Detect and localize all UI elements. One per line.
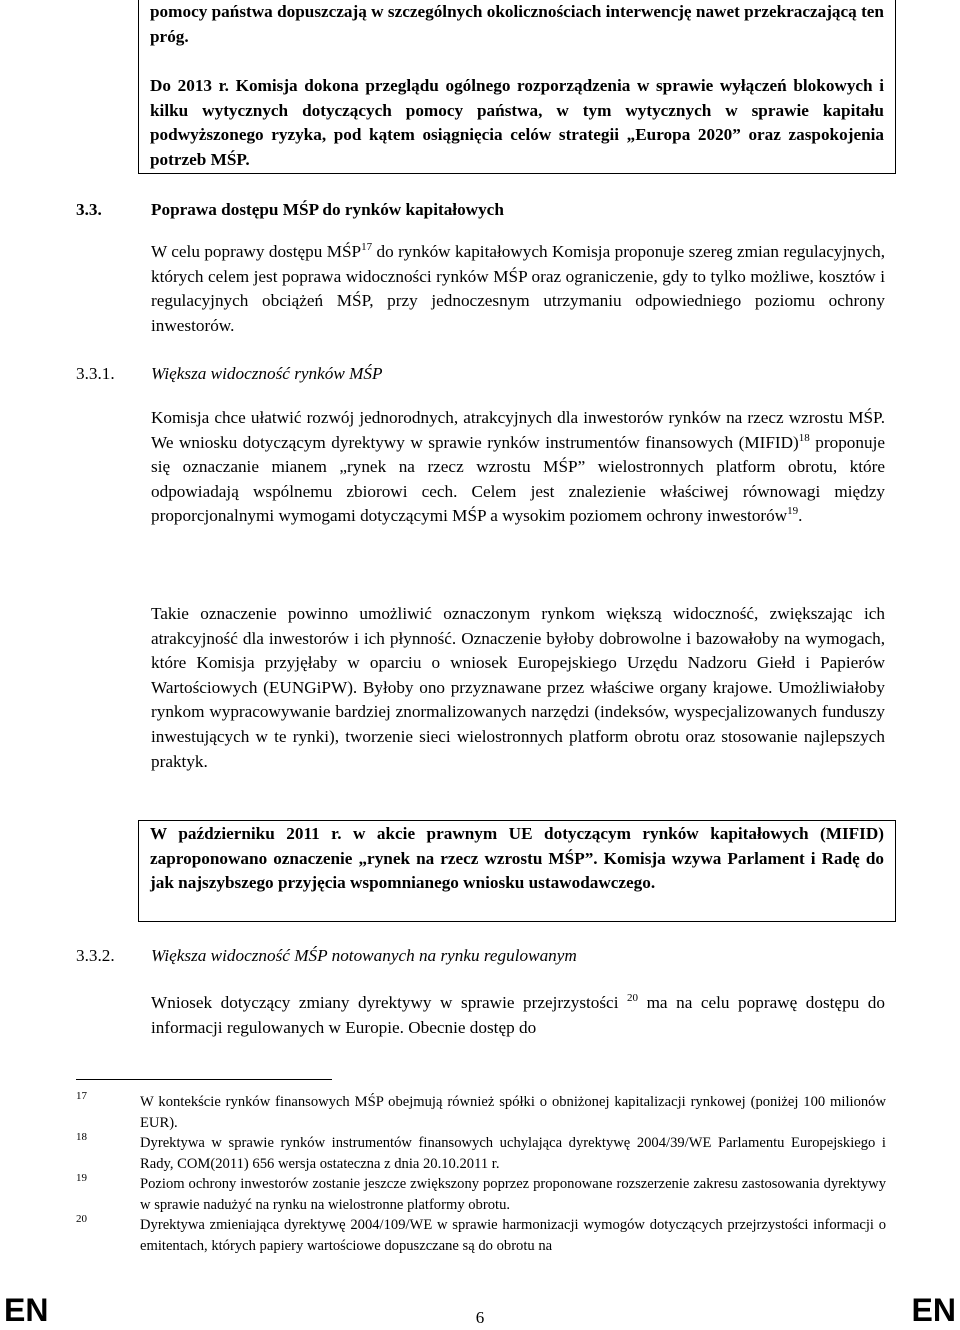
section-3-3-1-paragraph-2: Takie oznaczenie powinno umożliwić oznaczonym rynkom większą widoczność, zwiększając ich atrakcyjność dla inwestorów i ich płynność. Oznaczenie byłoby dobrowolne i bazowałoby na wymogach, które Komisja przyjęłaby w oparciu o wniosek Europejskiego Urzędu Nadzoru Giełd i Papierów Wartościowych (EUNGiPW). Byłoby ono przyznawane przez właściwe organy krajowe. Umożliwiałoby rynkom wypracowywanie bardziej znormalizowanych narzędzi (indeksów, wyspecjalizowanych funduszy inwestujących w te rynki), tworzenie sieci wielostronnych platform obrotu oraz stosowanie najlepszych praktyk. xyxy=(151,604,885,771)
highlight-box-mid xyxy=(138,820,896,922)
box-top-paragraph-1: pomocy państwa dopuszczają w szczególnych okolicznościach interwencję nawet przekraczającą ten próg. xyxy=(150,2,884,46)
footnote-number: 19 xyxy=(76,1172,87,1184)
footnote-number: 20 xyxy=(76,1213,87,1225)
page-number: 6 xyxy=(475,1308,485,1327)
box-top-paragraph-2: Do 2013 r. Komisja dokona przeglądu ogólnego rozporządzenia w sprawie wyłączeń blokowych i kilku wytycznych dotyczących pomocy państwa, w tym wytycznych w sprawie kapitału podwyższonego ryzyka, pod kątem osiągnięcia celów strategii „Europa 2020” oraz zaspokojenia potrzeb MŚP. xyxy=(150,76,884,169)
highlight-box-top xyxy=(138,0,896,174)
footer-language-code-left: EN xyxy=(4,1292,49,1328)
footer-language-code-right: EN xyxy=(911,1292,956,1328)
section-number: 3.3.1. xyxy=(76,364,115,383)
footnote-text: W kontekście rynków finansowych MŚP obejmują również spółki o obniżonej kapitalizacji rynkowej (poniżej 100 milionów EUR). xyxy=(140,1094,886,1131)
section-3-3-1-paragraph-1: Komisja chce ułatwić rozwój jednorodnych, atrakcyjnych dla inwestorów rynków na rzecz wzrostu MŚP. We wniosku dotyczącym dyrektywy w sprawie rynków instrumentów finansowych (MIFID)$^{18}$ proponuje się oznaczanie mianem „rynek na rzecz wzrostu MŚP” wielostronnych platform obrotu, które odpowiadają wspólnemu zbiorowi cech. Celem jest znalezienie właściwej równowagi między proporcjonalnymi wymogami dotyczącymi MŚP a wysokim poziomem ochrony inwestorów$^{19}$. xyxy=(151,408,885,526)
footnote-number: 18 xyxy=(76,1131,87,1143)
footnote-ref-18[interactable]: 18 xyxy=(798,431,810,444)
footnote-19 xyxy=(76,1174,886,1215)
footnote-17 xyxy=(76,1092,886,1133)
footnote-text: Poziom ochrony inwestorów zostanie jeszcze zwiększony poprzez proponowane rozszerzenie zakresu zastosowania dyrektywy w sprawie nadużyć na rynku na wielostronne platformy obrotu. xyxy=(140,1176,886,1213)
footnote-ref-17[interactable]: 17 xyxy=(361,241,373,253)
section-3-3-2-paragraph: Wniosek dotyczący zmiany dyrektywy w sprawie przejrzystości $^{20}$ ma na celu poprawę dostępu do informacji regulowanych w Europie. Obecnie dostęp do xyxy=(151,992,885,1037)
section-3-3-paragraph: W celu poprawy dostępu MŚP$^{17}$ do rynków kapitałowych Komisja proponuje szereg zmian regulacyjnych, których celem jest poprawa widoczności rynków MŚP oraz ograniczenie, gdy to tylko możliwe, kosztów i regulacyjnych obciążeń MŚP, przy jednoczesnym utrzymaniu odpowiedniego poziomu ochrony inwestorów. xyxy=(151,241,885,335)
section-number: 3.3.2. xyxy=(76,946,115,965)
footnote-ref-19[interactable]: 19 xyxy=(787,505,799,518)
section-title: Poprawa dostępu MŚP do rynków kapitałowych xyxy=(151,200,504,219)
box-mid-paragraph: W październiku 2011 r. w akcie prawnym UE dotyczącym rynków kapitałowych (MIFID) zaproponowano oznaczenie „rynek na rzecz wzrostu MŚP”. Komisja wzywa Parlament i Radę do jak najszybszego przyjęcia wspomnianego wniosku ustawodawczego. xyxy=(150,824,884,893)
footnote-text: Dyrektywa w sprawie rynków instrumentów finansowych uchylająca dyrektywę 2004/39/WE Parlamentu Europejskiego i Rady, COM(2011) 656 wersja ostateczna z dnia 20.10.2011 r. xyxy=(140,1135,886,1172)
section-number: 3.3. xyxy=(76,200,102,219)
section-title: Większa widoczność rynków MŚP xyxy=(151,364,383,383)
section-title: Większa widoczność MŚP notowanych na rynku regulowanym xyxy=(151,946,577,965)
footnote-text: Dyrektywa zmieniająca dyrektywę 2004/109/WE w sprawie harmonizacji wymogów dotyczących przejrzystości informacji o emitentach, których papiery wartościowe dopuszczane są do obrotu na xyxy=(140,1217,886,1254)
footnote-18 xyxy=(76,1133,886,1174)
footnote-ref-20[interactable]: 20 xyxy=(627,992,639,1004)
footnote-20 xyxy=(76,1215,886,1256)
footnote-separator xyxy=(76,1079,332,1080)
footnote-number: 17 xyxy=(76,1090,87,1102)
